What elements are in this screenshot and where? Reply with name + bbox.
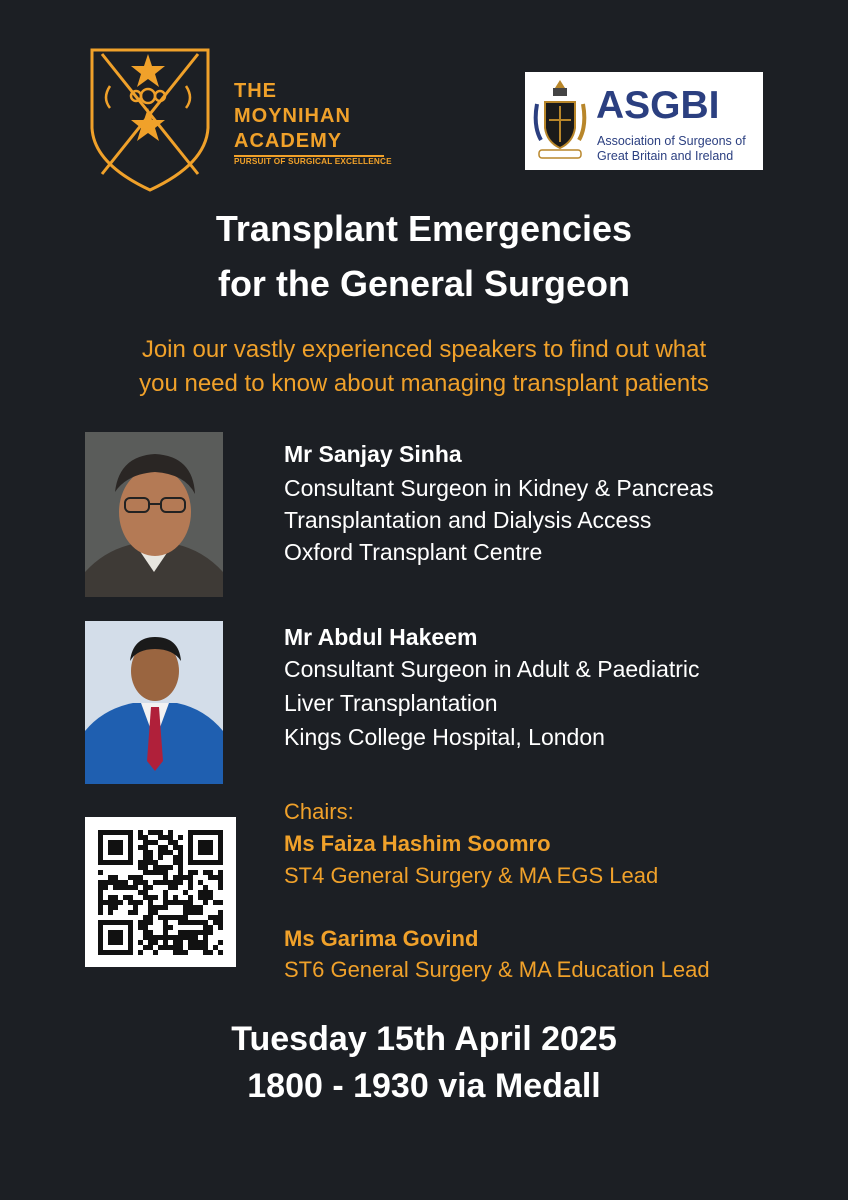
speaker-role: Liver Transplantation <box>284 690 498 716</box>
moynihan-logo-tagline: PURSUIT OF SURGICAL EXCELLENCE <box>234 157 392 166</box>
speaker-name: Mr Sanjay Sinha <box>284 441 462 467</box>
moynihan-logo-line3: ACADEMY <box>234 130 343 152</box>
speaker-photo-sinha <box>85 432 223 597</box>
speaker-photo-hakeem <box>85 621 223 784</box>
asgbi-crest-icon <box>531 76 589 166</box>
moynihan-logo-line2: MOYNIHAN <box>234 105 351 127</box>
chairs-label: Chairs: <box>284 799 354 824</box>
event-date: Tuesday 15th April 2025 <box>231 1020 617 1058</box>
speaker-role: Transplantation and Dialysis Access <box>284 507 652 533</box>
moynihan-crest-icon <box>88 46 212 194</box>
chair-role: ST4 General Surgery & MA EGS Lead <box>284 863 659 888</box>
intro-line2: you need to know about managing transplant patients <box>139 370 709 397</box>
asgbi-fullname-line1: Association of Surgeons of <box>597 134 746 148</box>
speaker-affiliation: Oxford Transplant Centre <box>284 539 543 565</box>
speaker-role: Consultant Surgeon in Kidney & Pancreas <box>284 475 714 501</box>
event-title-line2: for the General Surgeon <box>217 263 631 304</box>
qr-code-icon[interactable] <box>85 817 236 967</box>
speaker-role: Consultant Surgeon in Adult & Paediatric <box>284 656 700 682</box>
speaker-name: Mr Abdul Hakeem <box>284 624 478 650</box>
chair-name: Ms Garima Govind <box>284 926 479 951</box>
asgbi-fullname-line2: Great Britain and Ireland <box>597 149 734 163</box>
intro-line1: Join our vastly experienced speakers to find out what <box>141 336 707 363</box>
asgbi-acronym: ASGBI <box>596 84 720 127</box>
event-title-line1: Transplant Emergencies <box>215 208 633 249</box>
event-time: 1800 - 1930 via Medall <box>247 1067 601 1105</box>
moynihan-logo-line1: THE <box>234 80 277 102</box>
chair-role: ST6 General Surgery & MA Education Lead <box>284 957 710 982</box>
chair-name: Ms Faiza Hashim Soomro <box>284 831 551 856</box>
speaker-affiliation: Kings College Hospital, London <box>284 724 605 750</box>
